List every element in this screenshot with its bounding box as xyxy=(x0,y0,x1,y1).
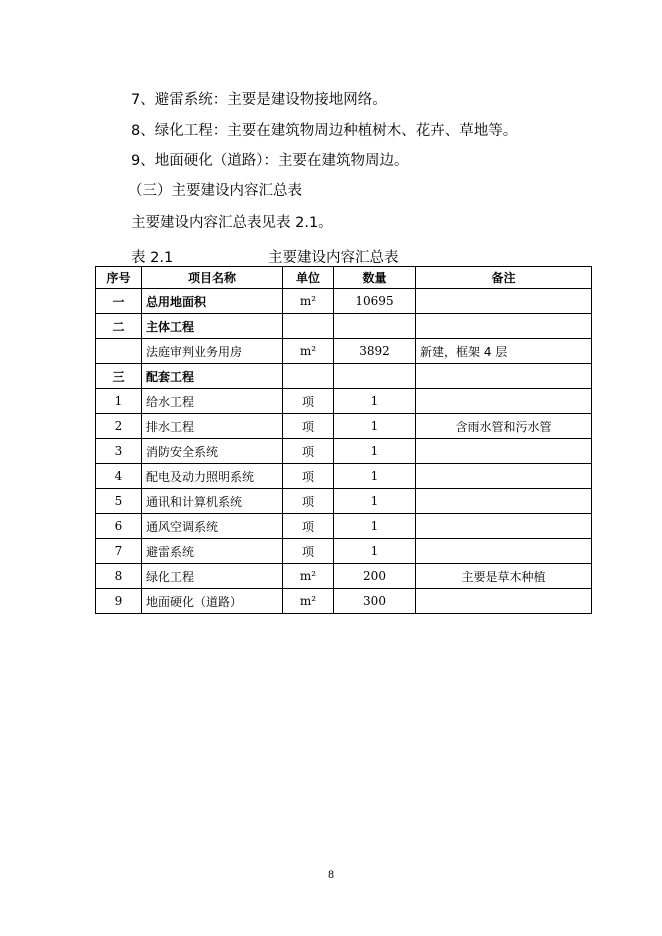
table-row xyxy=(96,364,592,389)
cell-remarks: 含雨水管和污水管 xyxy=(416,414,592,439)
cell-remarks xyxy=(416,464,592,489)
cell-item-name: 给水工程 xyxy=(142,389,283,414)
cell-item-name: 消防安全系统 xyxy=(142,439,283,464)
cell-item-name: 配套工程 xyxy=(142,364,283,389)
cell-item-name: 排水工程 xyxy=(142,414,283,439)
cell-quantity: 10695 xyxy=(334,289,416,314)
table-header-row xyxy=(96,267,592,289)
table-row xyxy=(96,314,592,339)
section-heading: （三）主要建设内容汇总表 xyxy=(128,183,302,199)
cell-item-name: 通风空调系统 xyxy=(142,514,283,539)
cell-index: 1 xyxy=(96,389,142,414)
paragraph-greening: 8、绿化工程：主要在建筑物周边种植树木、花卉、草地等。 xyxy=(131,123,518,139)
cell-item-name: 绿化工程 xyxy=(142,564,283,589)
cell-index: 7 xyxy=(96,539,142,564)
table-row xyxy=(96,389,592,414)
cell-index: 3 xyxy=(96,439,142,464)
cell-index: 2 xyxy=(96,414,142,439)
cell-remarks xyxy=(416,314,592,339)
table-row xyxy=(96,289,592,314)
table-row xyxy=(96,514,592,539)
cell-quantity: 1 xyxy=(334,439,416,464)
cell-item-name: 地面硬化（道路） xyxy=(142,589,283,614)
cell-index: 二 xyxy=(96,314,142,339)
cell-unit xyxy=(283,364,334,389)
cell-index xyxy=(96,339,142,364)
summary-table xyxy=(95,266,592,614)
table-row xyxy=(96,464,592,489)
table-row xyxy=(96,589,592,614)
table-row xyxy=(96,489,592,514)
cell-index: 6 xyxy=(96,514,142,539)
cell-unit xyxy=(283,314,334,339)
cell-item-name: 通讯和计算机系统 xyxy=(142,489,283,514)
cell-index: 8 xyxy=(96,564,142,589)
cell-unit: m² xyxy=(283,589,334,614)
cell-index: 9 xyxy=(96,589,142,614)
paragraph-ground-hardening: 9、地面硬化（道路）：主要在建筑物周边。 xyxy=(131,153,409,169)
cell-item-name: 避雷系统 xyxy=(142,539,283,564)
header-quantity: 数量 xyxy=(334,267,416,289)
cell-item-name: 主体工程 xyxy=(142,314,283,339)
cell-unit: m² xyxy=(283,339,334,364)
cell-quantity: 1 xyxy=(334,514,416,539)
cell-remarks xyxy=(416,289,592,314)
table-row xyxy=(96,339,592,364)
cell-unit: 项 xyxy=(283,414,334,439)
table-row xyxy=(96,439,592,464)
cell-remarks xyxy=(416,589,592,614)
cell-unit: 项 xyxy=(283,514,334,539)
cell-quantity: 1 xyxy=(334,389,416,414)
cell-remarks: 主要是草木种植 xyxy=(416,564,592,589)
paragraph-lightning-system: 7、避雷系统：主要是建设物接地网络。 xyxy=(131,92,387,108)
cell-unit: 项 xyxy=(283,539,334,564)
cell-remarks xyxy=(416,514,592,539)
cell-quantity: 1 xyxy=(334,489,416,514)
cell-unit: m² xyxy=(283,564,334,589)
cell-index: 4 xyxy=(96,464,142,489)
cell-remarks xyxy=(416,539,592,564)
cell-unit: 项 xyxy=(283,464,334,489)
cell-item-name: 配电及动力照明系统 xyxy=(142,464,283,489)
cell-item-name: 总用地面积 xyxy=(142,289,283,314)
cell-quantity xyxy=(334,314,416,339)
header-unit: 单位 xyxy=(283,267,334,289)
table-row xyxy=(96,564,592,589)
cell-quantity: 1 xyxy=(334,464,416,489)
table-caption-number: 表 2.1 xyxy=(131,250,174,266)
paragraph-table-reference: 主要建设内容汇总表见表 2.1。 xyxy=(131,215,333,231)
table-row xyxy=(96,539,592,564)
header-item-name: 项目名称 xyxy=(142,267,283,289)
cell-item-name: 法庭审判业务用房 xyxy=(142,339,283,364)
cell-quantity: 200 xyxy=(334,564,416,589)
cell-index: 一 xyxy=(96,289,142,314)
cell-unit: 项 xyxy=(283,489,334,514)
cell-unit: m² xyxy=(283,289,334,314)
page-number: 8 xyxy=(327,870,335,881)
header-remarks: 备注 xyxy=(416,267,592,289)
cell-quantity xyxy=(334,364,416,389)
cell-remarks: 新建，框架 4 层 xyxy=(416,339,592,364)
header-index: 序号 xyxy=(96,267,142,289)
cell-unit: 项 xyxy=(283,439,334,464)
cell-quantity: 1 xyxy=(334,414,416,439)
cell-remarks xyxy=(416,439,592,464)
cell-index: 5 xyxy=(96,489,142,514)
cell-remarks xyxy=(416,389,592,414)
table-caption-title: 主要建设内容汇总表 xyxy=(268,250,399,266)
cell-remarks xyxy=(416,489,592,514)
table-row xyxy=(96,414,592,439)
cell-unit: 项 xyxy=(283,389,334,414)
cell-quantity: 3892 xyxy=(334,339,416,364)
cell-quantity: 300 xyxy=(334,589,416,614)
cell-quantity: 1 xyxy=(334,539,416,564)
cell-remarks xyxy=(416,364,592,389)
cell-index: 三 xyxy=(96,364,142,389)
